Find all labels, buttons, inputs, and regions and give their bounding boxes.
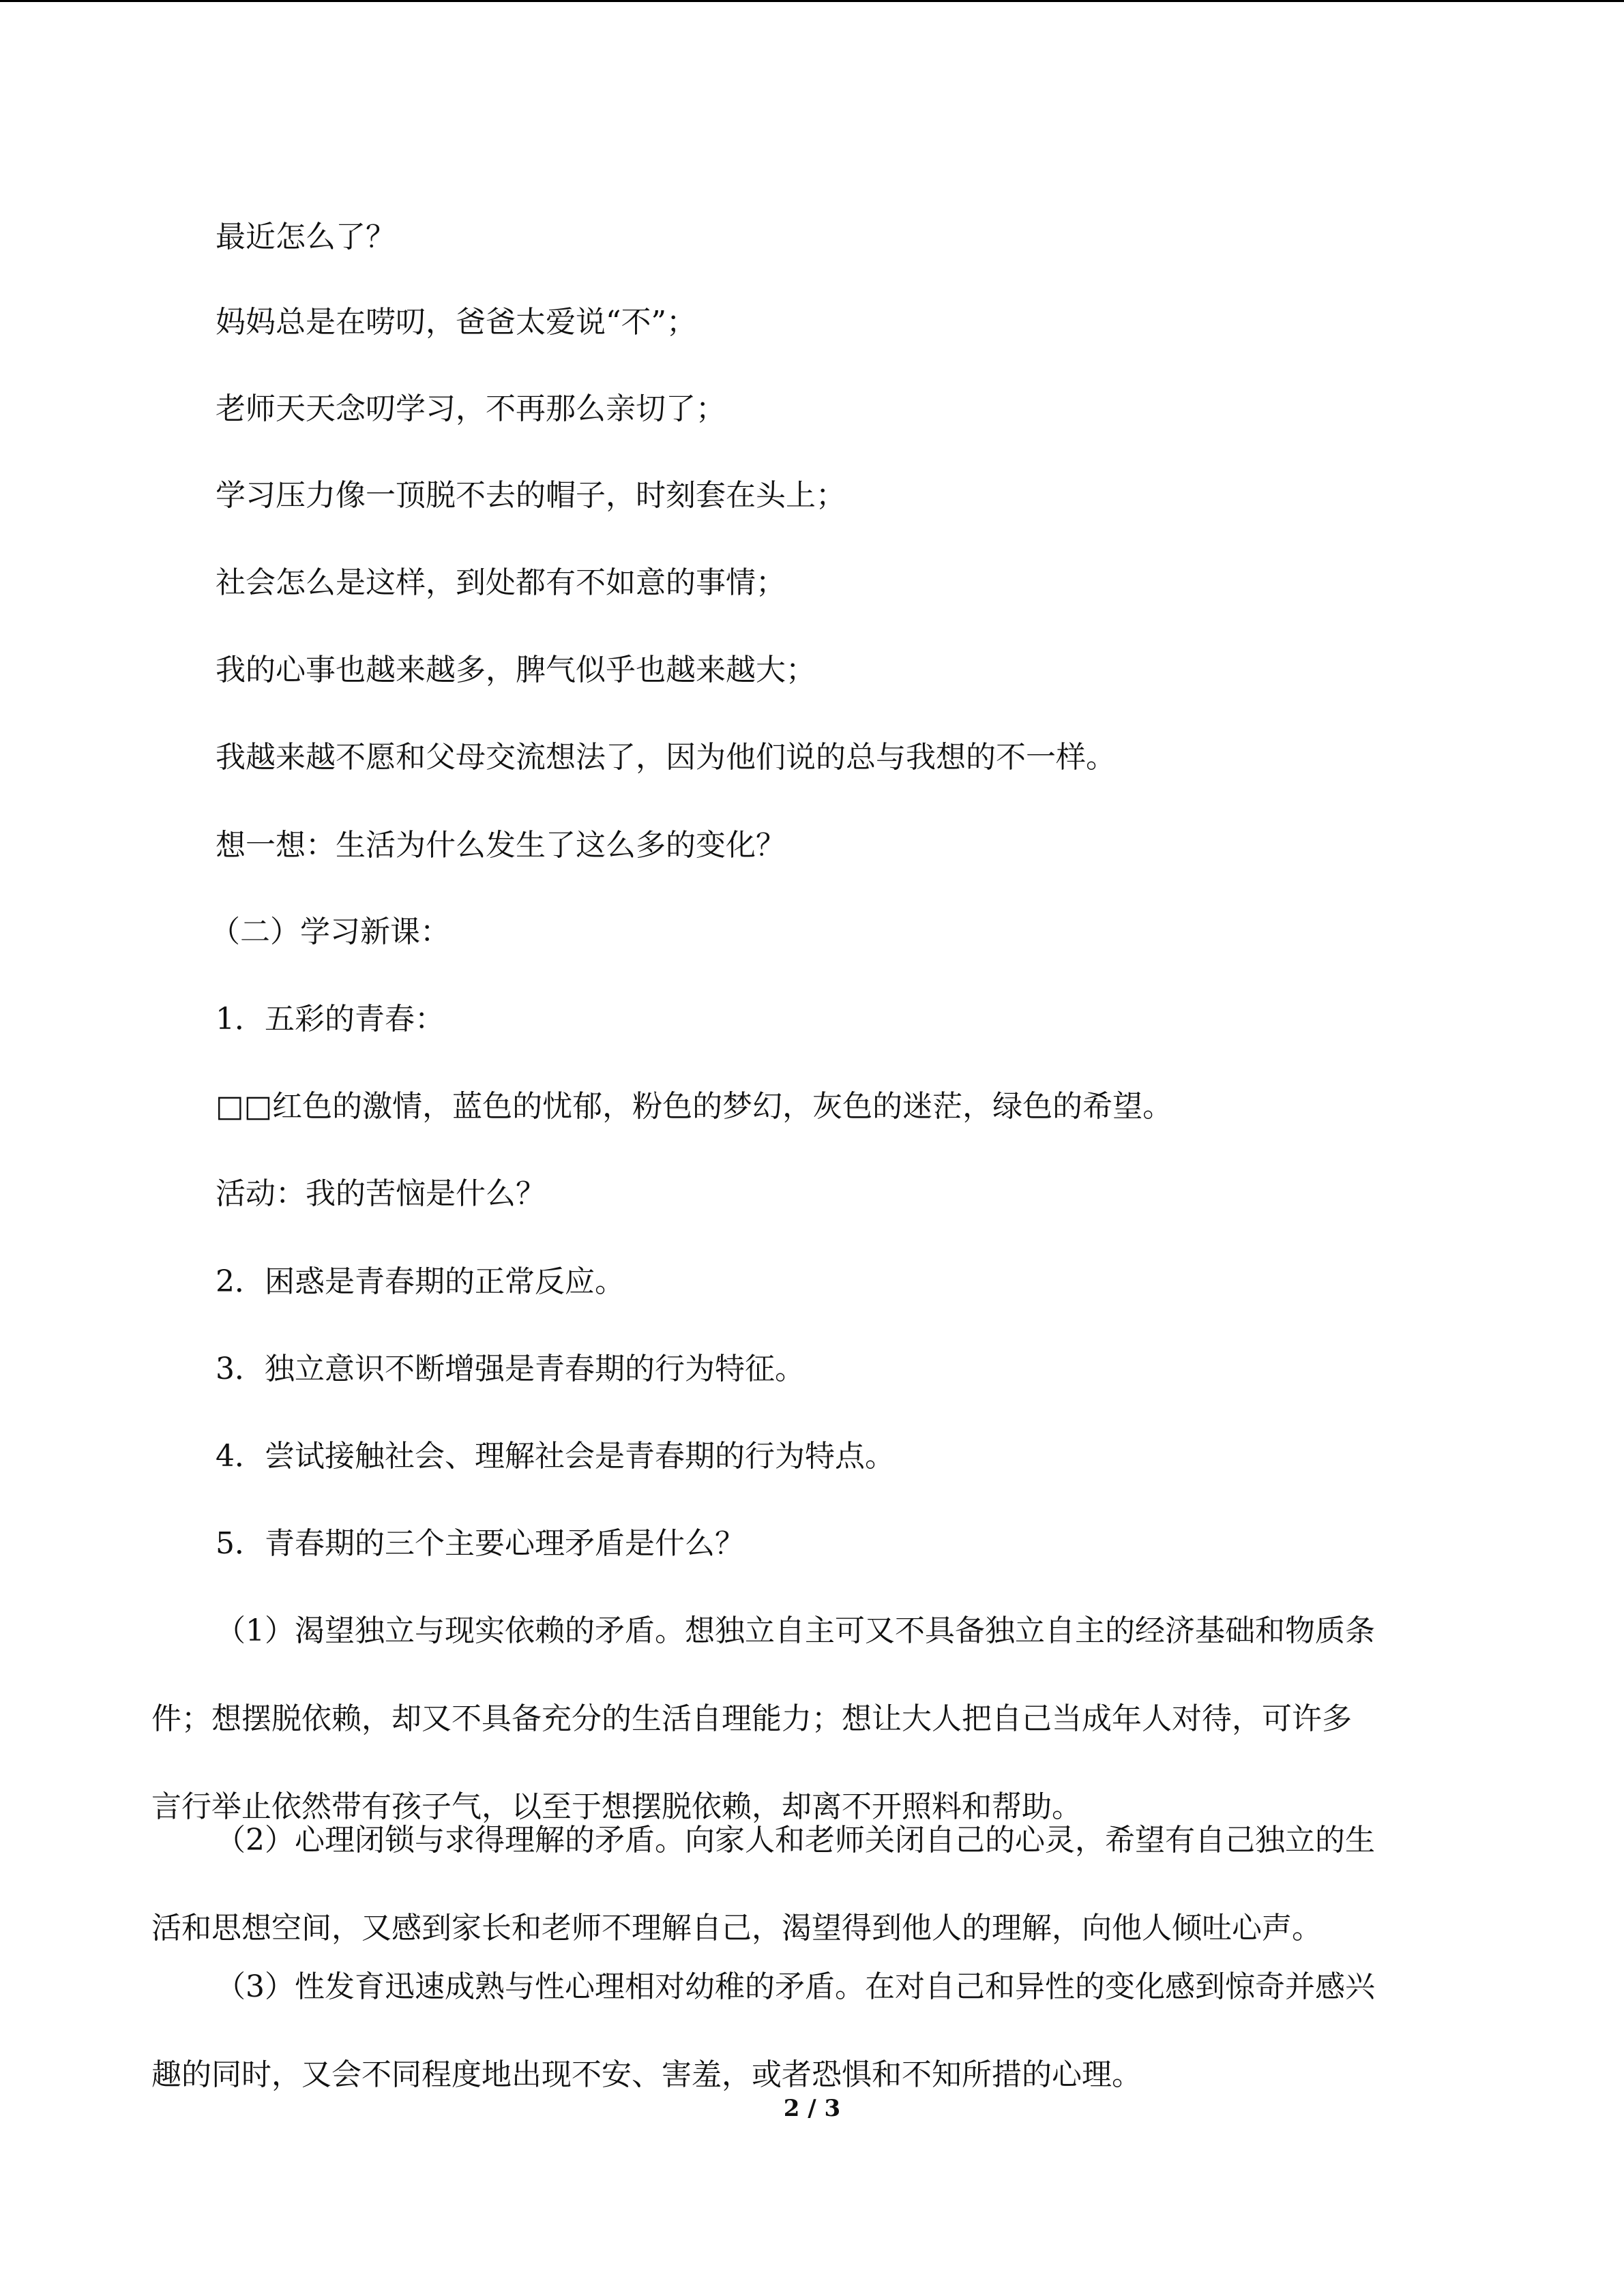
paragraph-row: 趣的同时，又会不同程度地出现不安、害羞，或者恐惧和不知所措的心理。 [151, 2057, 1142, 2092]
text-line-7: 我越来越不愿和父母交流想法了，因为他们说的总与我想的不一样。 [216, 740, 1116, 775]
text-line-3: 老师天天念叨学习，不再那么亲切了； [216, 391, 726, 426]
text-line-4: 学习压力像一顶脱不去的帽子，时刻套在头上； [216, 478, 846, 513]
text-line-5: 社会怎么是这样，到处都有不如意的事情； [216, 565, 786, 600]
text-line-2: 妈妈总是在唠叨，爸爸太爱说“不”； [216, 305, 696, 340]
paragraph-row: 活和思想空间，又感到家长和老师不理解自己，渴望得到他人的理解，向他人倾吐心声。 [151, 1911, 1322, 1945]
paragraph-contradiction-2 [151, 1820, 1471, 1949]
paragraph-contradiction-1 [151, 1611, 1471, 1828]
paragraph-row: （3）性发育迅速成熟与性心理相对幼稚的矛盾。在对自己和异性的变化感到惊奇并感兴 [216, 1969, 1375, 2004]
paragraph-row: 件；想摆脱依赖，却又不具备充分的生活自理能力；想让大人把自己当成年人对待，可许多 [151, 1701, 1352, 1736]
list-item-2: 2．困惑是青春期的正常反应。 [216, 1264, 625, 1299]
paragraph-row: （2）心理闭锁与求得理解的矛盾。向家人和老师关闭自己的心灵，希望有自己独立的生 [216, 1823, 1375, 1858]
activity-line: 活动：我的苦恼是什么？ [216, 1176, 546, 1211]
list-item-4: 4．尝试接触社会、理解社会是青春期的行为特点。 [216, 1439, 895, 1474]
list-item-5: 5．青春期的三个主要心理矛盾是什么？ [216, 1526, 745, 1561]
paragraph-row: 言行举止依然带有孩子气，以至于想摆脱依赖，却离不开照料和帮助。 [151, 1789, 1082, 1824]
text-line-8: 想一想：生活为什么发生了这么多的变化？ [216, 828, 786, 863]
list-item-1: 1．五彩的青春： [216, 1002, 445, 1037]
paragraph-row: （1）渴望独立与现实依赖的矛盾。想独立自主可又不具备独立自主的经济基础和物质条 [216, 1613, 1375, 1648]
text-line-6: 我的心事也越来越多，脾气似乎也越来越大； [216, 653, 816, 687]
page-top-border [0, 0, 1624, 2]
paragraph-contradiction-3 [151, 1967, 1471, 2096]
colors-of-youth-line: □□红色的激情，蓝色的忧郁，粉色的梦幻，灰色的迷茫，绿色的希望。 [216, 1089, 1173, 1124]
text-line-1: 最近怎么了？ [216, 220, 396, 254]
page-number: 2 / 3 [783, 2095, 841, 2122]
section-heading-new-lesson: （二）学习新课： [210, 914, 450, 949]
list-item-3: 3．独立意识不断增强是青春期的行为特征。 [216, 1352, 805, 1386]
